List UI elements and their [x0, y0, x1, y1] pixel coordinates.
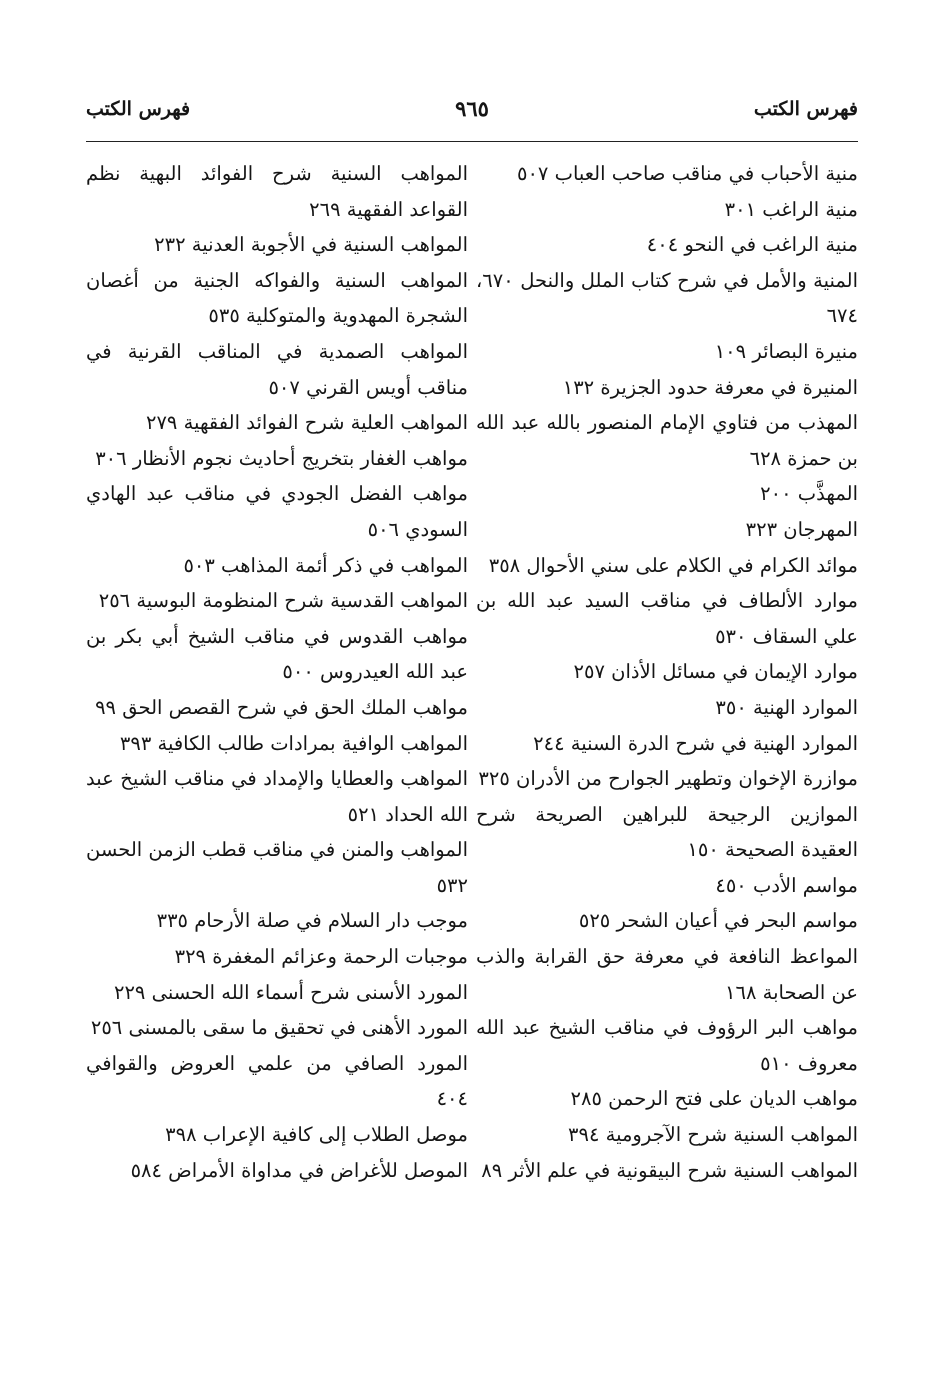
index-entry: الموارد الهنية في شرح الدرة السنية ٢٤٤ — [533, 731, 858, 755]
index-entry: موجب دار السلام في صلة الأرحام ٣٣٥ — [156, 909, 468, 933]
running-title-right: فهرس الكتب — [753, 98, 858, 120]
index-entry: المهذَّب ٢٠٠ — [760, 482, 858, 506]
index-entry: مواهب الملك الحق في شرح القصص الحق ٩٩ — [95, 695, 468, 719]
index-entry: المواهب السنية شرح البيقونية في علم الأثر ٨٩ — [481, 1158, 858, 1182]
index-entry: مواسم الأدب ٤٥٠ — [715, 873, 858, 897]
index-entry: المهرجان ٣٢٣ — [745, 517, 858, 541]
index-entry: المواهب السنية شرح الفوائد البهية نظم القواعد الفقهية ٢٦٩ — [86, 162, 468, 221]
index-entry: مواهب البر الرؤوف في مناقب الشيخ عبد الله معروف ٥١٠ — [476, 1016, 858, 1075]
index-entry: موارد الإيمان في مسائل الأذان ٢٥٧ — [573, 660, 858, 684]
index-entry: موجبات الرحمة وعزائم المغفرة ٣٢٩ — [174, 945, 468, 969]
index-entry: المورد الأهنى في تحقيق ما سقى بالمسنى ٢٥٦ — [90, 1016, 468, 1040]
index-entry: منيرة البصائر ١٠٩ — [714, 339, 858, 363]
index-entry: المواهب والمنن في مناقب قطب الزمن الحسن ٥٣٢ — [86, 838, 468, 897]
index-entry: منية الأحباب في مناقب صاحب العباب ٥٠٧ — [516, 162, 858, 185]
index-entry: مواهب الديان على فتح الرحمن ٢٨٥ — [570, 1087, 858, 1111]
page-number: ٩٦٥ — [455, 96, 489, 121]
index-entry: المواهب السنية شرح الآجرومية ٣٩٤ — [568, 1123, 858, 1147]
index-column-right — [476, 156, 858, 1188]
index-entry: مواهب القدوس في مناقب الشيخ أبي بكر بن عبد الله العيدروس ٥٠٠ — [86, 624, 468, 684]
index-entry: المواعظ النافعة في معرفة حق القرابة والذب عن الصحابة ١٦٨ — [476, 945, 858, 1004]
index-entry: المواهب في ذكر أئمة المذاهب ٥٠٣ — [183, 553, 468, 577]
index-entry: الموارد الهنية ٣٥٠ — [715, 695, 858, 719]
header-divider — [86, 141, 858, 142]
index-entry: موارد الألطاف في مناقب السيد عبد الله بن علي السقاف ٥٣٠ — [476, 589, 858, 648]
index-entry: مواهب الغفار بتخريج أحاديث نجوم الأنظار ٣٠٦ — [95, 446, 468, 470]
index-entry: المواهب السنية والفواكه الجنية من أغصان الشجرة المهدوية والمتوكلية ٥٣٥ — [86, 268, 468, 328]
index-entry: المواهب القدسية شرح المنظومة البوسية ٢٥٦ — [98, 589, 468, 613]
index-entry: المواهب والعطايا والإمداد في مناقب الشيخ عبد الله الحداد ٥٢١ — [86, 767, 468, 826]
page-header — [86, 98, 858, 138]
index-entry: موائد الكرام في الكلام على سني الأحوال ٣٥٨ — [488, 553, 858, 577]
index-entry: المنيرة في معرفة حدود الجزيرة ١٣٢ — [562, 375, 858, 399]
index-entry: مواسم البحر في أعيان الشحر ٥٢٥ — [578, 909, 858, 933]
index-entry: المواهب السنية في الأجوبة العدنية ٢٣٢ — [154, 233, 468, 257]
index-entry: المواهب الصمدية في المناقب القرنية في مناقب أويس القرني ٥٠٧ — [86, 339, 468, 399]
index-entry: منية الراغب ٣٠١ — [724, 197, 858, 221]
index-entry: المهذب من فتاوي الإمام المنصور بالله عبد الله بن حمزة ٦٢٨ — [476, 411, 858, 470]
index-entry: المورد الأسنى شرح أسماء الله الحسنى ٢٢٩ — [113, 980, 468, 1004]
index-entry: المواهب العلية شرح الفوائد الفقهية ٢٧٩ — [145, 411, 468, 435]
index-entry: مواهب الفضل الجودي في مناقب عبد الهادي السودي ٥٠٦ — [86, 482, 468, 541]
index-entry: منية الراغب في النحو ٤٠٤ — [646, 233, 858, 257]
index-entry: المورد الصافي من علمي العروض والقوافي ٤٠٤ — [86, 1051, 468, 1111]
index-entry: الموصل للأغراض في مداواة الأمراض ٥٨٤ — [130, 1158, 468, 1182]
index-entry: موازرة الإخوان وتطهير الجوارح من الأدران ٣٢٥ — [478, 767, 858, 791]
index-entry: المنية والأمل في شرح كتاب الملل والنحل ٦٧٠، ٦٧٤ — [476, 268, 858, 328]
index-column-left — [86, 156, 468, 1188]
index-entry: الموازين الرجيحة للبراهين الصريحة شرح العقيدة الصحيحة ١٥٠ — [476, 802, 858, 862]
running-title-left: فهرس الكتب — [86, 98, 191, 120]
index-entry: موصل الطلاب إلى كافية الإعراب ٣٩٨ — [165, 1123, 468, 1147]
index-entry: المواهب الوافية بمرادات طالب الكافية ٣٩٣ — [119, 731, 468, 755]
